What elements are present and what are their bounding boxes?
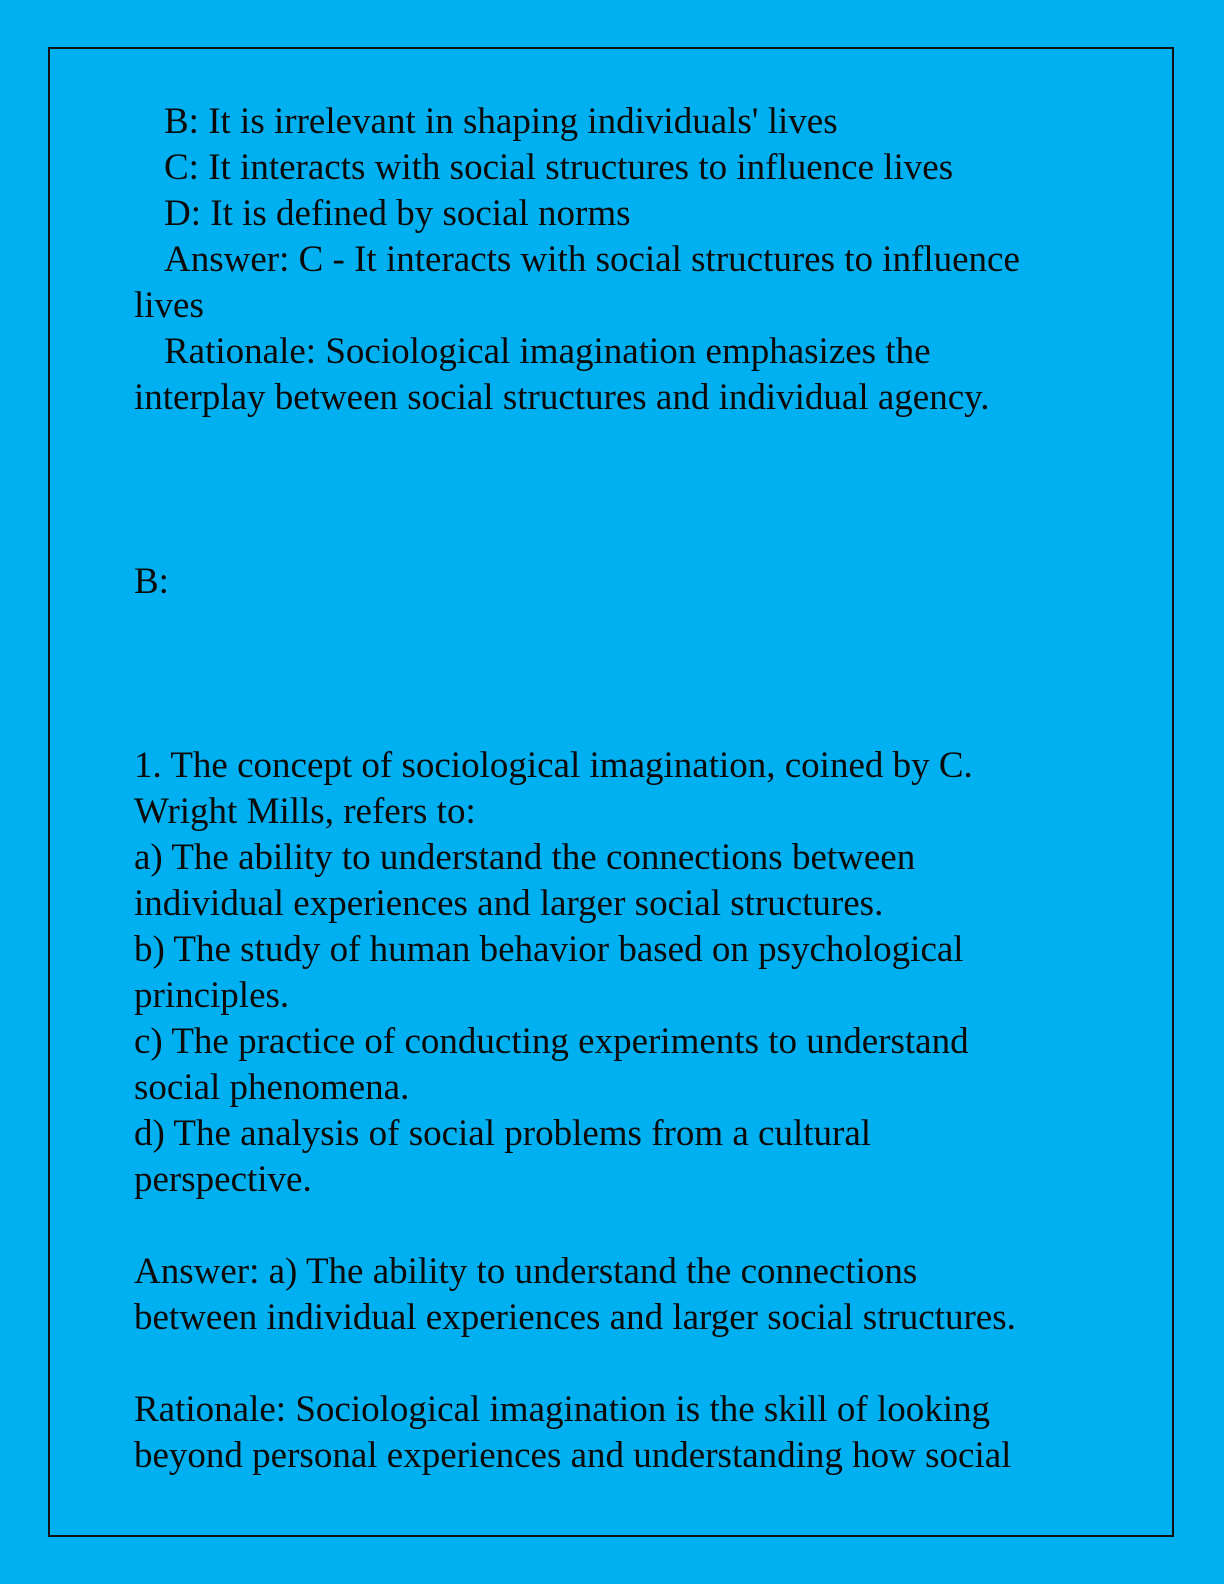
question-1-option-a-line-2: individual experiences and larger social structures.: [134, 883, 884, 924]
option-d: D: It is defined by social norms: [164, 193, 631, 234]
spacer: [134, 421, 1094, 559]
question-1-answer-line-1: Answer: a) The ability to understand the connections: [134, 1251, 918, 1292]
spacer: [134, 605, 1094, 743]
question-1-stem-line-2: Wright Mills, refers to:: [134, 791, 476, 832]
previous-question-continuation: [134, 99, 1094, 421]
blank-line: [134, 1341, 1094, 1387]
question-1-option-c-line-1: c) The practice of conducting experiments to understand: [134, 1021, 969, 1062]
answer-line-2: lives: [134, 285, 204, 326]
question-1-option-c-line-2: social phenomena.: [134, 1067, 410, 1108]
option-b: B: It is irrelevant in shaping individuals' lives: [164, 101, 838, 142]
section-b: [134, 559, 1094, 605]
question-1-option-d-line-2: perspective.: [134, 1159, 312, 1200]
question-1-option-b-line-2: principles.: [134, 975, 290, 1016]
question-1-rationale-line-2: beyond personal experiences and understanding how social: [134, 1435, 1012, 1476]
question-1-option-a-line-1: a) The ability to understand the connections between: [134, 837, 916, 878]
question-1-answer-line-2: between individual experiences and larger social structures.: [134, 1297, 1016, 1338]
question-1: [134, 743, 1094, 1479]
option-c: C: It interacts with social structures to influence lives: [164, 147, 954, 188]
rationale-line-2: interplay between social structures and individual agency.: [134, 377, 990, 418]
answer-line-1: Answer: C - It interacts with social structures to influence: [164, 239, 1020, 280]
question-1-option-d-line-1: d) The analysis of social problems from a cultural: [134, 1113, 872, 1154]
question-1-rationale-line-1: Rationale: Sociological imagination is the skill of looking: [134, 1389, 991, 1430]
question-1-stem-line-1: 1. The concept of sociological imagination, coined by C.: [134, 745, 973, 786]
document-body: [134, 99, 1094, 1479]
section-b-label: B:: [134, 561, 169, 602]
question-1-option-b-line-1: b) The study of human behavior based on psychological: [134, 929, 964, 970]
blank-line: [134, 1203, 1094, 1249]
rationale-line-1: Rationale: Sociological imagination emphasizes the: [164, 331, 931, 372]
